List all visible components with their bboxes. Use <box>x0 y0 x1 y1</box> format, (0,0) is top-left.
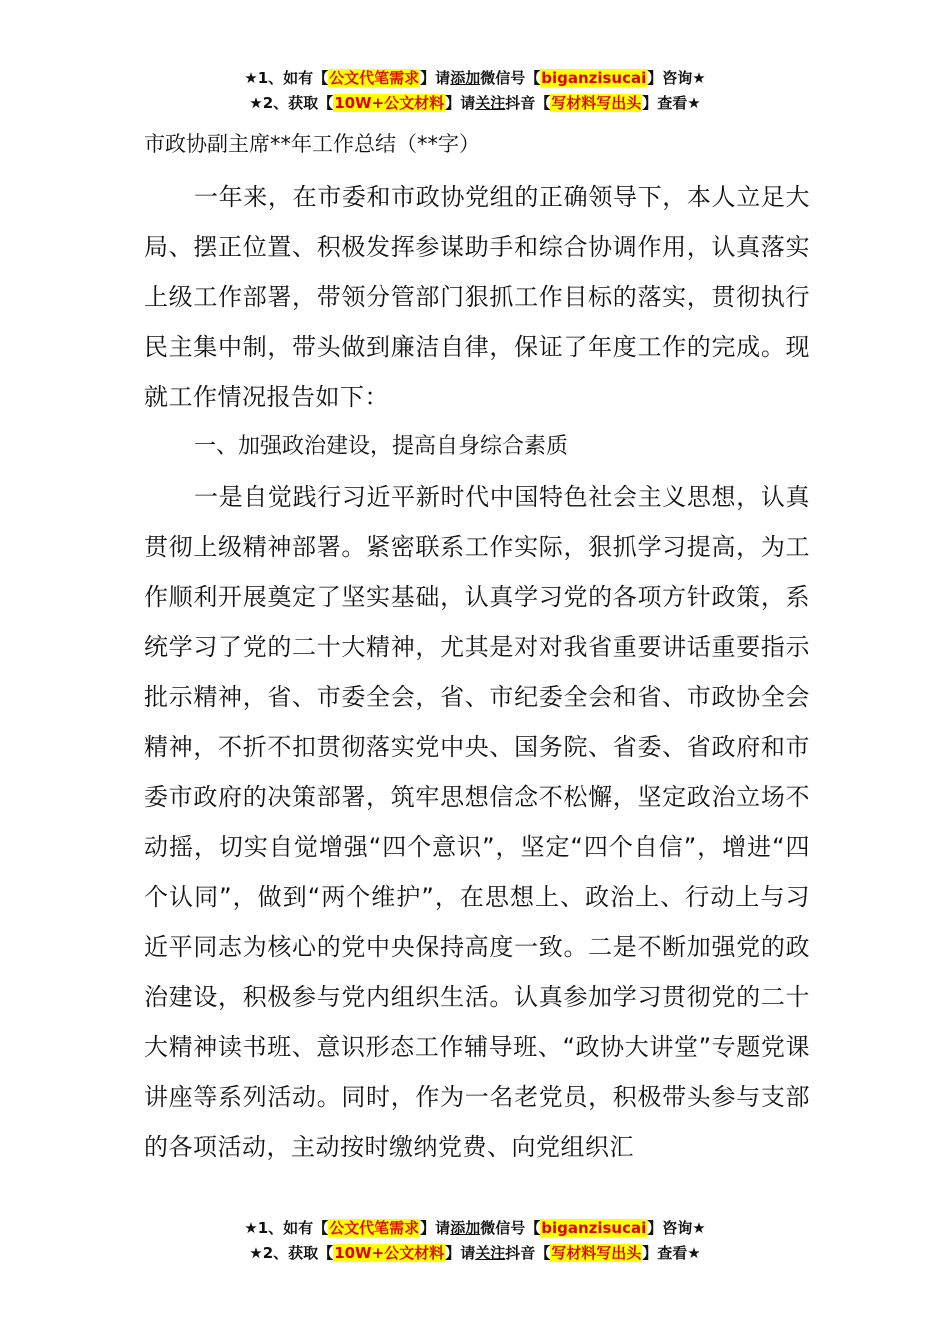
banner-text: ★1、如有【 <box>244 1219 329 1237</box>
footer-line-1 <box>0 1216 950 1241</box>
wechat-id: biganzisucai <box>541 1219 647 1237</box>
banner-line-2 <box>0 91 950 116</box>
banner-text: ★2、获取【 <box>249 1244 334 1262</box>
banner-text: 】查看★ <box>642 1244 701 1262</box>
banner-text: 】请 <box>420 69 451 87</box>
banner-text: 】请 <box>420 1219 451 1237</box>
banner-highlight: 10W+公文材料 <box>334 94 445 112</box>
document-title: 市政协副主席**年工作总结（**字） <box>144 132 480 156</box>
banner-text: 微信号【 <box>480 1219 541 1237</box>
document-body <box>144 124 810 1172</box>
banner-underlined: 添加 <box>450 69 481 87</box>
footer-line-2 <box>0 1241 950 1266</box>
paragraph-section-1: 一是自觉践行习近平新时代中国特色社会主义思想，认真贯彻上级精神部署。紧密联系工作实际，狠抓学习提高，为工作顺利开展奠定了坚实基础，认真学习党的各项方针政策，系统学习了党的二十大精神，尤其是对对我省重要讲话重要指示批示精神，省、市委全会，省、市纪委全会和省、市政协全会精神，不折不扣贯彻落实党中央、国务院、省委、省政府和市委市政府的决策部署，筑牢思想信念不松懈，坚定政治立场不动摇，切实自觉增强“四个意识”，坚定“四个自信”，增进“四个认同”，做到“两个维护”，在思想上、政治上、行动上与习近平同志为核心的党中央保持高度一致。二是不断加强党的政治建设，积极参与党内组织生活。认真参加学习贯彻党的二十大精神读书班、意识形态工作辅导班、“政协大讲堂”专题党课讲座等系列活动。同时，作为一名老党员，积极带头参与支部的各项活动，主动按时缴纳党费、向党组织汇 <box>144 483 810 1161</box>
douyin-id: 写材料写出头 <box>551 1244 642 1262</box>
banner-underlined: 关注 <box>475 1244 506 1262</box>
banner-text: 微信号【 <box>480 69 541 87</box>
douyin-id: 写材料写出头 <box>551 94 642 112</box>
wechat-id: biganzisucai <box>541 69 647 87</box>
banner-text: 】请 <box>445 1244 476 1262</box>
banner-underlined: 关注 <box>475 94 506 112</box>
banner-highlight: 10W+公文材料 <box>334 1244 445 1262</box>
paragraph-intro: 一年来，在市委和市政协党组的正确领导下，本人立足大局、摆正位置、积极发挥参谋助手和综合协调作用，认真落实上级工作部署，带领分管部门狠抓工作目标的落实，贯彻执行民主集中制，带头做到廉洁自律，保证了年度工作的完成。现就工作情况报告如下： <box>144 183 810 411</box>
footer-banner <box>0 1216 950 1266</box>
banner-text: 抖音【 <box>505 94 551 112</box>
banner-line-1 <box>0 66 950 91</box>
banner-text: 】请 <box>445 94 476 112</box>
banner-highlight: 公文代笔需求 <box>329 1219 420 1237</box>
banner-underlined: 添加 <box>450 1219 481 1237</box>
banner-highlight: 公文代笔需求 <box>329 69 420 87</box>
banner-text: 】咨询★ <box>647 1219 706 1237</box>
banner-text: 】咨询★ <box>647 69 706 87</box>
banner-text: 】查看★ <box>642 94 701 112</box>
banner-text: ★1、如有【 <box>244 69 329 87</box>
banner-text: 抖音【 <box>505 1244 551 1262</box>
section-heading: 一、加强政治建设，提高自身综合素质 <box>194 434 569 459</box>
banner-text: ★2、获取【 <box>249 94 334 112</box>
header-banner <box>0 66 950 116</box>
